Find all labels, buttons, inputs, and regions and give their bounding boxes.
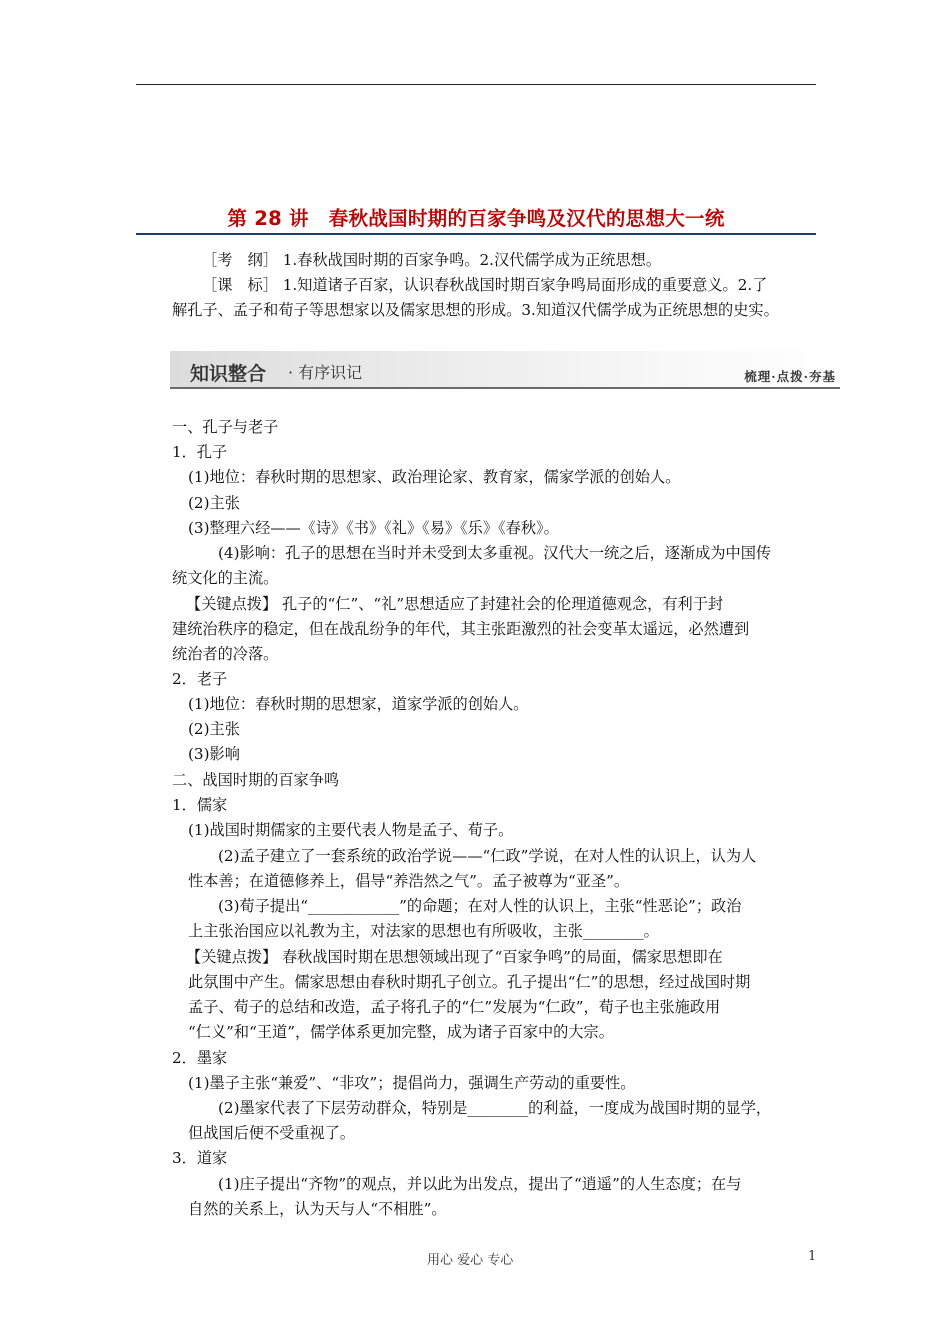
- banner-rule: [170, 387, 840, 389]
- key-point-2: 【关键点拨】 春秋战国时期在思想领域出现了“百家争鸣”的局面，儒家思想即在: [186, 948, 723, 966]
- body-line: 自然的关系上，认为天与人“不相胜”。: [188, 1200, 447, 1218]
- outline-kaogang: ［考 纲］ 1.春秋战国时期的百家争鸣。2.汉代儒学成为正统思想。: [202, 251, 662, 269]
- body-line: 1．儒家: [172, 796, 228, 814]
- body-line: “仁义”和“王道”，儒学体系更加完整，成为诸子百家中的大宗。: [188, 1023, 614, 1041]
- body-line: 一、孔子与老子: [172, 418, 279, 436]
- body-line: (2)墨家代表了下层劳动群众，特别是________的利益，一度成为战国时期的显学，: [218, 1099, 772, 1117]
- body-line: (1)地位：春秋时期的思想家、政治理论家、教育家，儒家学派的创始人。: [188, 468, 681, 486]
- section-banner: [170, 351, 840, 389]
- body-line: 性本善；在道德修养上，倡导“养浩然之气”。孟子被尊为“亚圣”。: [188, 872, 630, 890]
- body-line: (2)主张: [188, 494, 240, 512]
- body-line: (2)主张: [188, 720, 240, 738]
- outline-kebiao-1: ［课 标］ 1.知道诸子百家，认识春秋战国时期百家争鸣局面形成的重要意义。2.了: [202, 276, 768, 294]
- outline-kebiao-2: 解孔子、孟子和荀子等思想家以及儒家思想的形成。3.知道汉代儒学成为正统思想的史实。: [172, 301, 779, 319]
- body-line: 建统治秩序的稳定，但在战乱纷争的年代，其主张距激烈的社会变革太遥远，必然遭到: [172, 620, 750, 638]
- body-line: (1)地位：春秋时期的思想家，道家学派的创始人。: [188, 695, 529, 713]
- page-title: 第 28 讲 春秋战国时期的百家争鸣及汉代的思想大一统: [227, 207, 725, 230]
- body-line: 统治者的冷落。: [172, 645, 279, 663]
- banner-right-label: 梳理·点拨·夯基: [744, 369, 836, 384]
- banner-background: [170, 351, 840, 388]
- banner-sub-label: · 有序识记: [288, 363, 363, 382]
- body-line: 但战国后便不受重视了。: [188, 1124, 356, 1142]
- body-line: 二、战国时期的百家争鸣: [172, 771, 340, 789]
- body-line: (2)孟子建立了一套系统的政治学说——“仁政”学说，在对人性的认识上，认为人: [218, 847, 757, 865]
- body-line: (3)整理六经——《诗》《书》《礼》《易》《乐》《春秋》。: [188, 519, 559, 537]
- body-line: 2．老子: [172, 670, 228, 688]
- body-line: (3)荀子提出“____________”的命题；在对人性的认识上，主张“性恶论”；政治: [218, 897, 742, 915]
- body-line: 3．道家: [172, 1149, 228, 1167]
- body-line: 统文化的主流。: [172, 569, 279, 587]
- body-line: (1)庄子提出“齐物”的观点，并以此为出发点，提出了“逍遥”的人生态度；在与: [218, 1175, 742, 1193]
- body-line: (3)影响: [188, 745, 240, 763]
- body-line: (4)影响：孔子的思想在当时并未受到太多重视。汉代大一统之后，逐渐成为中国传: [218, 544, 772, 562]
- key-point-1: 【关键点拨】 孔子的“仁”、“礼”思想适应了封建社会的伦理道德观念，有利于封: [186, 595, 724, 613]
- footer-text: 用心 爱心 专心: [427, 1253, 514, 1268]
- body-line: 2．墨家: [172, 1049, 228, 1067]
- body-line: 上主张治国应以礼教为主，对法家的思想也有所吸收，主张________。: [188, 922, 659, 940]
- banner-main-label: 知识整合: [190, 363, 267, 385]
- body-line: (1)墨子主张“兼爱”、“非攻”；提倡尚力，强调生产劳动的重要性。: [188, 1074, 636, 1092]
- body-line: 孟子、荀子的总结和改造，孟子将孔子的“仁”发展为“仁政”，荀子也主张施政用: [188, 998, 721, 1016]
- body-line: 此氛围中产生。儒家思想由春秋时期孔子创立。孔子提出“仁”的思想，经过战国时期: [188, 973, 751, 991]
- body-line: 1．孔子: [172, 443, 228, 461]
- body-line: (1)战国时期儒家的主要代表人物是孟子、荀子。: [188, 821, 514, 839]
- page-number: 1: [808, 1249, 817, 1264]
- title-underline: [136, 233, 816, 235]
- header-rule: [136, 84, 816, 85]
